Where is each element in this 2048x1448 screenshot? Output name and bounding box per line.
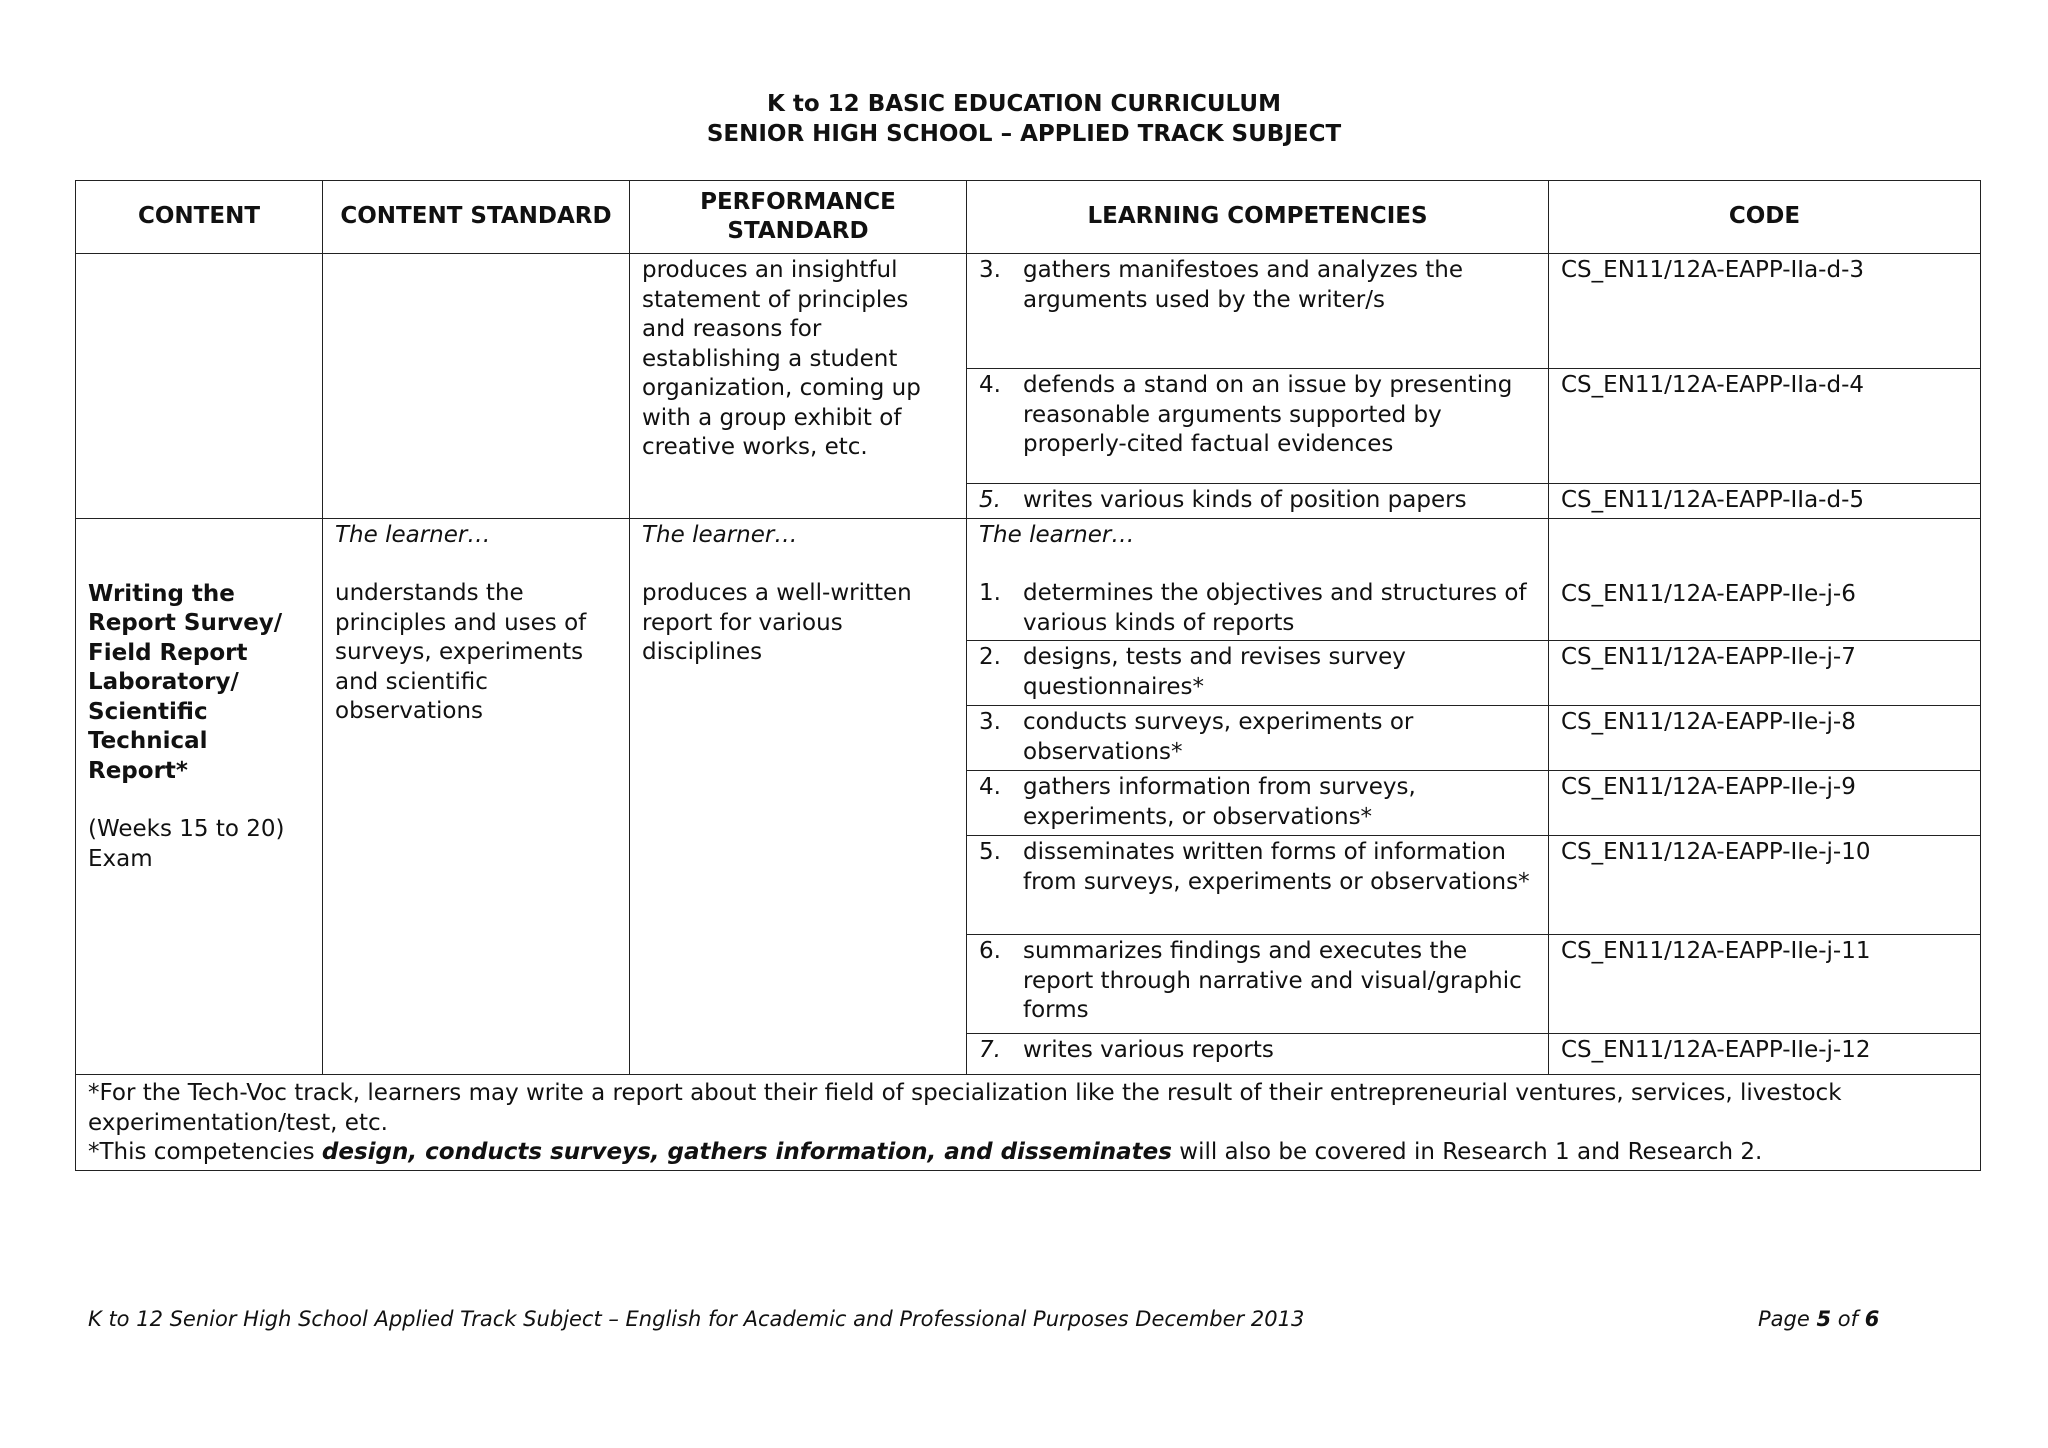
content-cell [76, 518, 323, 1075]
competency-code: CS_EN11/12A-EAPP-IIe-j-11 [1549, 935, 1981, 1034]
competency-code: CS_EN11/12A-EAPP-IIe-j-7 [1549, 641, 1981, 706]
column-header-learning-competencies: LEARNING COMPETENCIES [967, 181, 1549, 254]
page-current: 5 [1816, 1307, 1832, 1331]
competency-code: CS_EN11/12A-EAPP-IIa-d-4 [1549, 369, 1981, 484]
competency-number: 4. [979, 372, 1001, 398]
competency-number: 3. [979, 257, 1001, 283]
competency-number: 7. [979, 1037, 1001, 1063]
competency-text: summarizes findings and executes the report through narrative and visual/graphic forms [1023, 938, 1522, 1023]
competency-cell [967, 641, 1549, 706]
competency-code: CS_EN11/12A-EAPP-IIe-j-10 [1549, 836, 1981, 935]
competency-text: gathers information from surveys, experiments, or observations* [1023, 774, 1416, 830]
page-total: 6 [1864, 1307, 1880, 1331]
competency-text: writes various reports [1023, 1037, 1274, 1063]
competency-text: conducts surveys, experiments or observations* [1023, 709, 1414, 765]
note-research-emphasis: design, conducts surveys, gathers information, and disseminates [321, 1139, 1172, 1165]
competency-cell [967, 369, 1549, 484]
competency-number: 5. [979, 839, 1001, 865]
competency-text: designs, tests and revises survey questionnaires* [1023, 644, 1406, 700]
competency-code: CS_EN11/12A-EAPP-IIa-d-3 [1549, 254, 1981, 369]
content-title: Writing the Report Survey/ Field Report Laboratory/ Scientific Technical Report* [88, 580, 283, 784]
document-title: K to 12 BASIC EDUCATION CURRICULUM [767, 91, 1281, 117]
competency-cell [967, 518, 1549, 641]
competency-number: 4. [979, 774, 1001, 800]
competency-number: 5. [979, 487, 1001, 513]
competency-cell [967, 935, 1549, 1034]
notes-cell [76, 1075, 1981, 1171]
competency-number: 1. [979, 580, 1001, 606]
competency-cell [967, 706, 1549, 771]
table-row [76, 254, 1981, 369]
competency-cell [967, 484, 1549, 519]
column-header-content: CONTENT [76, 181, 323, 254]
footer-page-number [1758, 1305, 1879, 1333]
competency-cell [967, 1034, 1549, 1075]
competency-cell [967, 836, 1549, 935]
performance-standard-cell [630, 518, 967, 1075]
content-standard-cell [323, 518, 630, 1075]
competency-number: 6. [979, 938, 1001, 964]
competency-code-text: CS_EN11/12A-EAPP-IIe-j-6 [1561, 580, 1856, 607]
page-prefix: Page [1758, 1307, 1817, 1331]
competency-cell [967, 254, 1549, 369]
competency-code [1549, 518, 1981, 641]
notes-row [76, 1075, 1981, 1171]
table-row [76, 518, 1981, 641]
performance-standard-cell: produces an insightful statement of principles and reasons for establishing a student organization, coming up with a group exhibit of creative works, etc. [630, 254, 967, 519]
table-header-row [76, 181, 1981, 254]
content-weeks: (Weeks 15 to 20) [88, 816, 285, 842]
note-research [88, 1138, 1968, 1168]
competency-number: 2. [979, 644, 1001, 670]
column-header-code: CODE [1549, 181, 1981, 254]
competency-code: CS_EN11/12A-EAPP-IIe-j-9 [1549, 771, 1981, 836]
learner-label: The learner… [335, 521, 491, 548]
page-of: of [1831, 1307, 1865, 1331]
competency-cell [967, 771, 1549, 836]
competency-text: determines the objectives and structures of various kinds of reports [1023, 580, 1527, 636]
competency-code: CS_EN11/12A-EAPP-IIe-j-8 [1549, 706, 1981, 771]
content-standard-cell-empty [323, 254, 630, 519]
content-cell-empty [76, 254, 323, 519]
content-exam: Exam [88, 845, 153, 872]
competency-code: CS_EN11/12A-EAPP-IIa-d-5 [1549, 484, 1981, 519]
content-standard-text: understands the principles and uses of surveys, experiments and scientific observations [335, 580, 587, 724]
competency-text: writes various kinds of position papers [1023, 487, 1467, 513]
curriculum-table [75, 180, 1981, 1171]
performance-standard-text: produces a well-written report for various disciplines [642, 580, 912, 665]
column-header-content-standard: CONTENT STANDARD [323, 181, 630, 254]
document-subtitle: SENIOR HIGH SCHOOL – APPLIED TRACK SUBJECT [706, 121, 1342, 147]
column-header-performance-standard: PERFORMANCE STANDARD [630, 181, 967, 254]
competency-text: gathers manifestoes and analyzes the arguments used by the writer/s [1023, 257, 1464, 313]
note-tech-voc: *For the Tech-Voc track, learners may write a report about their field of specialization like the result of their entrepreneurial ventures, services, livestock experimentation/test, etc. [88, 1080, 1842, 1136]
competency-number: 3. [979, 709, 1001, 735]
competency-text: defends a stand on an issue by presenting reasonable arguments supported by properly-cited factual evidences [1023, 372, 1513, 457]
learner-label: The learner… [642, 521, 798, 548]
note-research-suffix: will also be covered in Research 1 and Research 2. [1171, 1139, 1763, 1165]
footer-document-label: K to 12 Senior High School Applied Track Subject – English for Academic and Professional Purposes December 2013 [88, 1307, 1305, 1331]
note-research-prefix: *This competencies [88, 1139, 322, 1165]
competency-code: CS_EN11/12A-EAPP-IIe-j-12 [1549, 1034, 1981, 1075]
competency-text: disseminates written forms of information from surveys, experiments or observations* [1023, 839, 1530, 895]
learner-label: The learner… [979, 521, 1135, 548]
